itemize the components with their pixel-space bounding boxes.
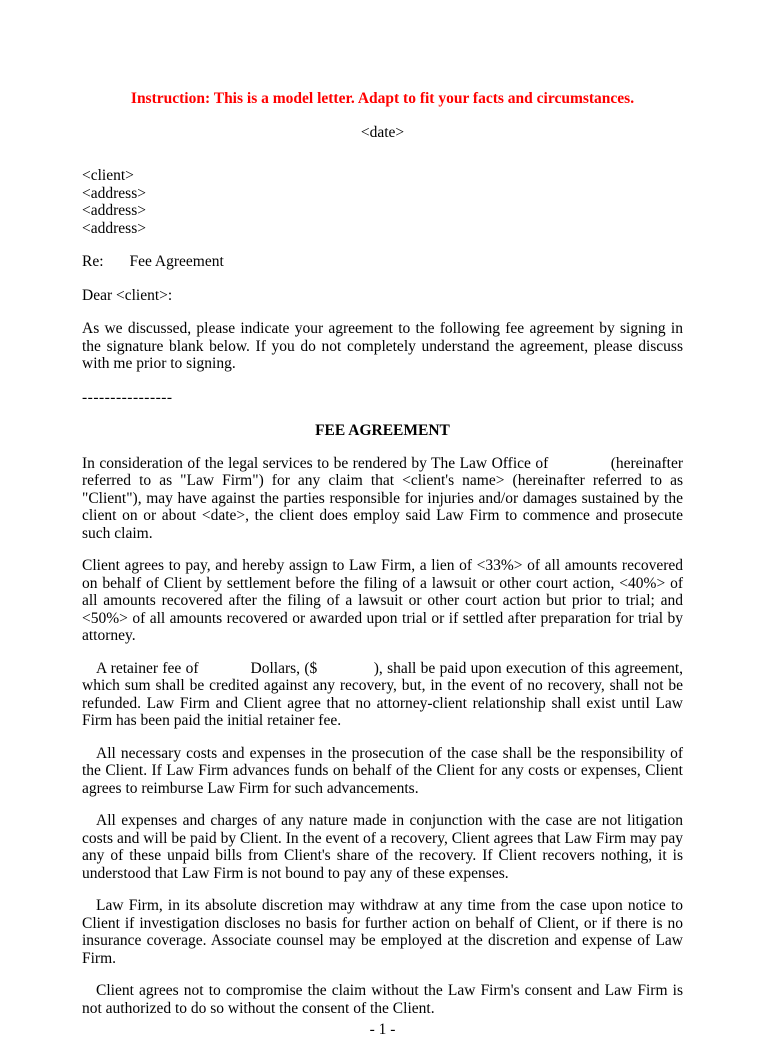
body-paragraph-retainer-fee: A retainer fee of Dollars, ($ ), shall be paid upon execution of this agreement, which sum shall be credited against any recovery, but, in the event of no recovery, shall not be refunded. Law Firm and Client agree that no attorney-client relationship shall exist until Law Firm has been paid the initial retainer fee. xyxy=(82,659,683,729)
salutation: Dear <client>: xyxy=(82,286,173,304)
recipient-line: <client> xyxy=(82,167,134,184)
body-paragraph-consideration: In consideration of the legal services to be rendered by The Law Office of (hereinafter referred to as "Law Firm") for any claim that <client's name> (hereinafter referred to as "Client"), may have against the parties responsible for injuries and/or damages sustained by the client on or about <date>, the client does employ said Law Firm to commence and prosecute such claim. xyxy=(82,454,683,542)
body-paragraph-compromise: Client agrees not to compromise the claim without the Law Firm's consent and Law Firm is not authorized to do so without the consent of the Client. xyxy=(82,982,683,1017)
re-line xyxy=(82,253,683,271)
instruction-banner: Instruction: This is a model letter. Adapt to fit your facts and circumstances. xyxy=(130,90,635,107)
body-paragraph-costs-responsibility: All necessary costs and expenses in the prosecution of the case shall be the responsibility of the Client. If Law Firm advances funds on behalf of the Client for any costs or expenses, Client agrees to reimburse Law Firm for such advancements. xyxy=(82,744,683,797)
body-paragraph-expenses-charges: All expenses and charges of any nature made in conjunction with the case are not litigation costs and will be paid by Client. In the event of a recovery, Client agrees that Law Firm may pay any of these unpaid bills from Client's share of the recovery. If Client recovers nothing, it is understood that Law Firm is not bound to pay any of these expenses. xyxy=(82,812,683,882)
re-label: Re: xyxy=(82,253,104,270)
recipient-line: <address> xyxy=(82,202,146,219)
dashed-divider: ---------------- xyxy=(82,388,173,406)
recipient-line: <address> xyxy=(82,184,146,202)
body-paragraph-lien-percentages: Client agrees to pay, and hereby assign to Law Firm, a lien of <33%> of all amounts recovered on behalf of Client by settlement before the filing of a lawsuit or other court action, <40%> of all amounts recovered after the filing of a lawsuit or other court action but prior to trial; and <50%> of all amounts recovered or awarded upon trial or if settled after preparation for trial by attorney. xyxy=(82,557,683,644)
agreement-title: FEE AGREEMENT xyxy=(315,422,450,439)
body-paragraph-withdrawal: Law Firm, in its absolute discretion may withdraw at any time from the case upon notice to Client if investigation discloses no basis for further action on behalf of Client, or if there is no insurance coverage. Associate counsel may be employed at the discretion and expense of Law Firm. xyxy=(82,897,683,967)
recipient-line: <address> xyxy=(82,219,146,237)
re-subject: Fee Agreement xyxy=(129,253,224,270)
date-placeholder: <date> xyxy=(360,123,405,141)
intro-paragraph: As we discussed, please indicate your agreement to the following fee agreement by signing in the signature blank below. If you do not completely understand the agreement, please discuss with me prior to signing. xyxy=(82,320,683,372)
recipient-address-block xyxy=(82,167,683,237)
page-number: - 1 - xyxy=(369,1021,396,1038)
